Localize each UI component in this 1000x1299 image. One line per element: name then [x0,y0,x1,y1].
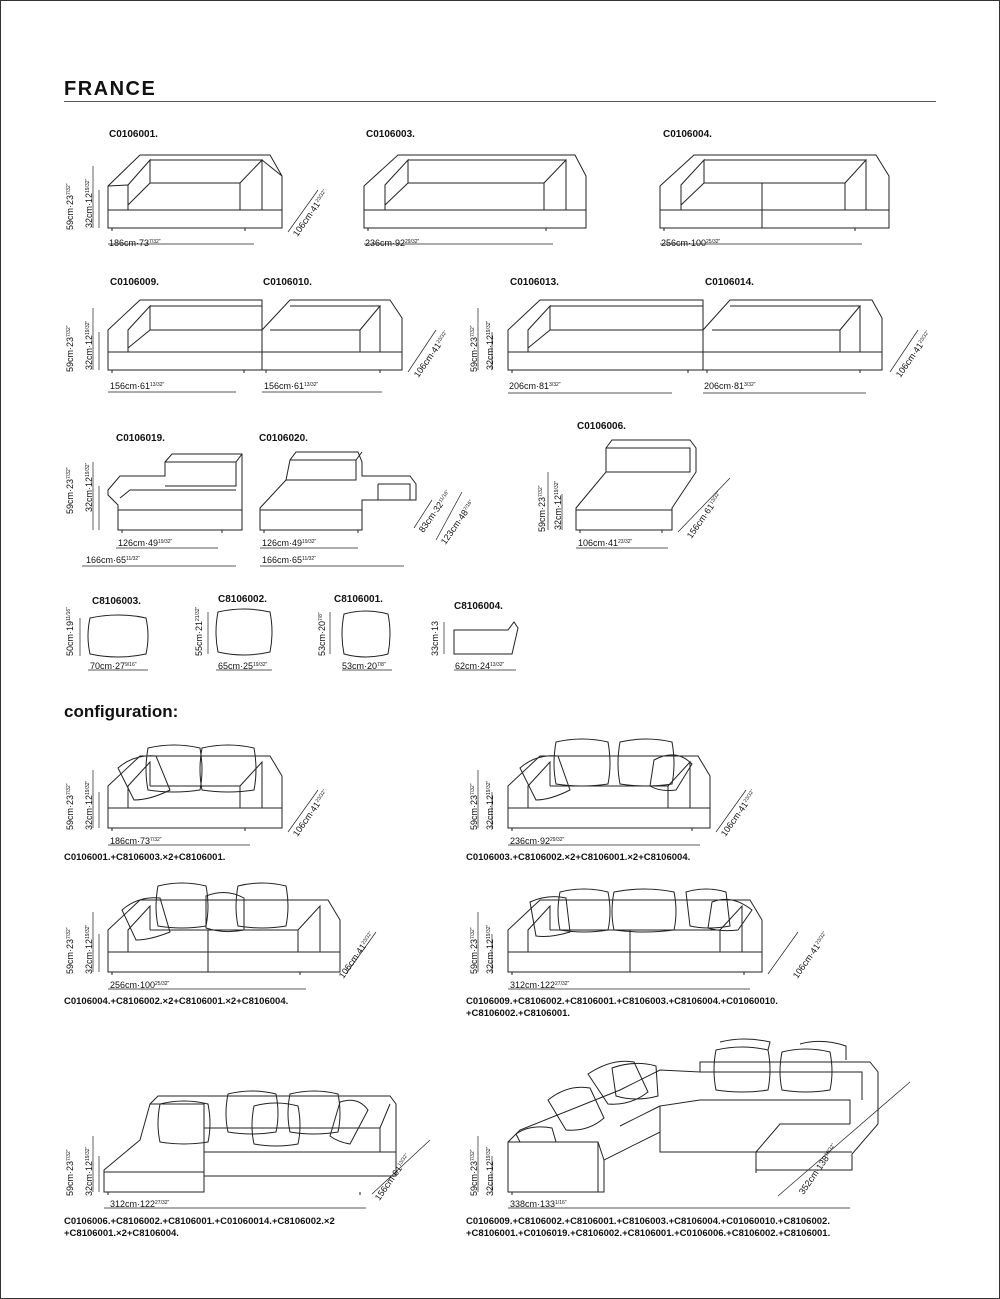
depth-dimension: $106cm\cdot 41^{23/32"}$ [290,188,328,239]
seat-height-dimension: $32cm\cdot 12^{19/32"}$ [84,462,94,512]
config-depth: $106cm\cdot 41^{23/32"}$ [290,788,328,839]
height-dimension: $59cm\cdot 23^{7/32"}$ [65,467,75,514]
config-depth: $156cm\cdot 61^{13/32"}$ [372,1152,410,1203]
config-width: $338cm\cdot 133^{1/16"}$ [510,1199,567,1209]
config-height: $59cm\cdot 23^{7/32"}$ [469,783,479,830]
config-height: $59cm\cdot 23^{7/32"}$ [469,927,479,974]
width-dimension: $186cm\cdot 73^{7/32"}$ [109,238,161,248]
height-dimension: $59cm\cdot 23^{7/32"}$ [469,325,479,372]
config-width: $236cm\cdot 92^{29/32"}$ [510,836,565,846]
width-dimension: $126cm\cdot 49^{19/32"}$ [118,538,173,548]
config-width: $186cm\cdot 73^{7/32"}$ [110,836,162,846]
cushion-code: C8106002. [218,594,267,605]
height-dimension: $59cm\cdot 23^{7/32"}$ [537,485,547,532]
model-code: C0106001. [109,129,158,140]
depth-dimension: $83cm\cdot 32^{11/16"}$ [416,489,451,535]
config-height: $59cm\cdot 23^{7/32"}$ [65,1149,75,1196]
section-title: configuration: [64,702,179,721]
width-dimension: $256cm\cdot 100^{25/32"}$ [661,238,721,248]
overall-depth-dimension: $123cm\cdot 48^{7/16"}$ [438,498,475,547]
cushion-code: C8106003. [92,596,141,607]
cushion-code: C8106004. [454,601,503,612]
config-seat-height: $32cm\cdot 12^{19/32"}$ [485,780,495,830]
config-caption: C0106001.+C8106003.×2+C8106001. [64,852,226,863]
config-caption-line2: +C8106001.×2+C8106004. [64,1228,179,1239]
model-code: C0106004. [663,129,712,140]
config-caption-line2: +C8106001.+C0106019.+C8106002.+C8106001.+C0106006.+C8106002.+C8106001. [466,1228,831,1239]
config-caption-line2: +C8106002.+C8106001. [466,1008,571,1019]
width-dimension: $126cm\cdot 49^{19/32"}$ [262,538,317,548]
cushion-height: $55cm\cdot 21^{21/32"}$ [194,606,204,656]
cushion-width: $65cm\cdot 25^{19/32"}$ [218,661,268,671]
config-caption: C0106009.+C8106002.+C8106001.+C8106003.+C8106004.+C01060010. [466,996,778,1007]
model-code: C0106003. [366,129,415,140]
config-width: $312cm\cdot 122^{27/32"}$ [510,980,570,990]
config-height: $59cm\cdot 23^{7/32"}$ [65,927,75,974]
config-seat-height: $32cm\cdot 12^{19/32"}$ [485,924,495,974]
config-width: $312cm\cdot 122^{27/32"}$ [110,1199,170,1209]
height-dimension: $59cm\cdot 23^{7/32"}$ [65,183,75,230]
config-width: $256cm\cdot 100^{25/32"}$ [110,980,170,990]
config-caption: C0106006.+C8106002.+C8106001.+C01060014.+C8106002.×2 [64,1216,335,1227]
model-code: C0106013. [510,277,559,288]
model-code: C0106014. [705,277,754,288]
config-seat-height: $32cm\cdot 12^{19/32"}$ [485,1146,495,1196]
overall-width-dimension: $166cm\cdot 65^{11/32"}$ [86,555,140,565]
seat-height-dimension: $32cm\cdot 12^{19/32"}$ [84,178,94,228]
overall-width-dimension: $166cm\cdot 65^{11/32"}$ [262,555,316,565]
config-depth: $106cm\cdot 41^{23/32"}$ [790,930,828,981]
cushion-width: $53cm\cdot 20^{7/8"}$ [342,661,386,671]
config-depth: $106cm\cdot 41^{23/32"}$ [336,930,374,981]
model-code: C0106009. [110,277,159,288]
width-dimension: $156cm\cdot 61^{13/32"}$ [264,381,319,391]
config-depth: $106cm\cdot 41^{23/32"}$ [718,788,756,839]
config-caption: C0106004.+C8106002.×2+C8106001.×2+C8106004. [64,996,289,1007]
width-dimension: $206cm\cdot 81^{3/32"}$ [704,381,756,391]
cushion-width: $70cm\cdot 27^{9/16"}$ [90,661,137,671]
width-dimension: $206cm\cdot 81^{3/32"}$ [509,381,561,391]
width-dimension: $106cm\cdot 41^{23/32"}$ [578,538,633,548]
depth-dimension: $156cm\cdot 61^{13/32"}$ [684,490,722,541]
config-seat-height: $32cm\cdot 12^{19/32"}$ [84,1146,94,1196]
seat-height-dimension: $32cm\cdot 12^{19/32"}$ [485,320,495,370]
model-code: C0106020. [259,433,308,444]
config-seat-height: $32cm\cdot 12^{19/32"}$ [84,780,94,830]
model-code: C0106010. [263,277,312,288]
config-height: $59cm\cdot 23^{7/32"}$ [469,1149,479,1196]
seat-height-dimension: $32cm\cdot 12^{19/32"}$ [84,320,94,370]
model-code: C0106006. [577,421,626,432]
config-seat-height: $32cm\cdot 12^{19/32"}$ [84,924,94,974]
config-height: $59cm\cdot 23^{7/32"}$ [65,783,75,830]
width-dimension: $156cm\cdot 61^{13/32"}$ [110,381,165,391]
model-code: C0106019. [116,433,165,444]
config-caption: C0106009.+C8106002.+C8106001.+C8106003.+C8106004.+C01060010.+C8106002. [466,1216,830,1227]
depth-dimension: $106cm\cdot 41^{23/32"}$ [893,329,931,380]
depth-dimension: $106cm\cdot 41^{23/32"}$ [411,329,449,380]
cushion-height: $50cm\cdot 19^{11/16"}$ [65,607,75,656]
config-depth: $352cm\cdot 138^{19/32"}$ [796,1142,837,1197]
height-dimension: $59cm\cdot 23^{7/32"}$ [65,325,75,372]
page-title: FRANCE [64,78,157,100]
cushion-width: $62cm\cdot 24^{13/32"}$ [455,661,505,671]
cushion-code: C8106001. [334,594,383,605]
width-dimension: $236cm\cdot 92^{29/32"}$ [365,238,420,248]
config-caption: C0106003.+C8106002.×2+C8106001.×2+C8106004. [466,852,691,863]
cushion-height: 33cm·13 [430,620,440,656]
cushion-height: $53cm\cdot 20^{7/8"}$ [317,612,327,656]
seat-height-dimension: $32cm\cdot 12^{19/32"}$ [553,480,563,530]
